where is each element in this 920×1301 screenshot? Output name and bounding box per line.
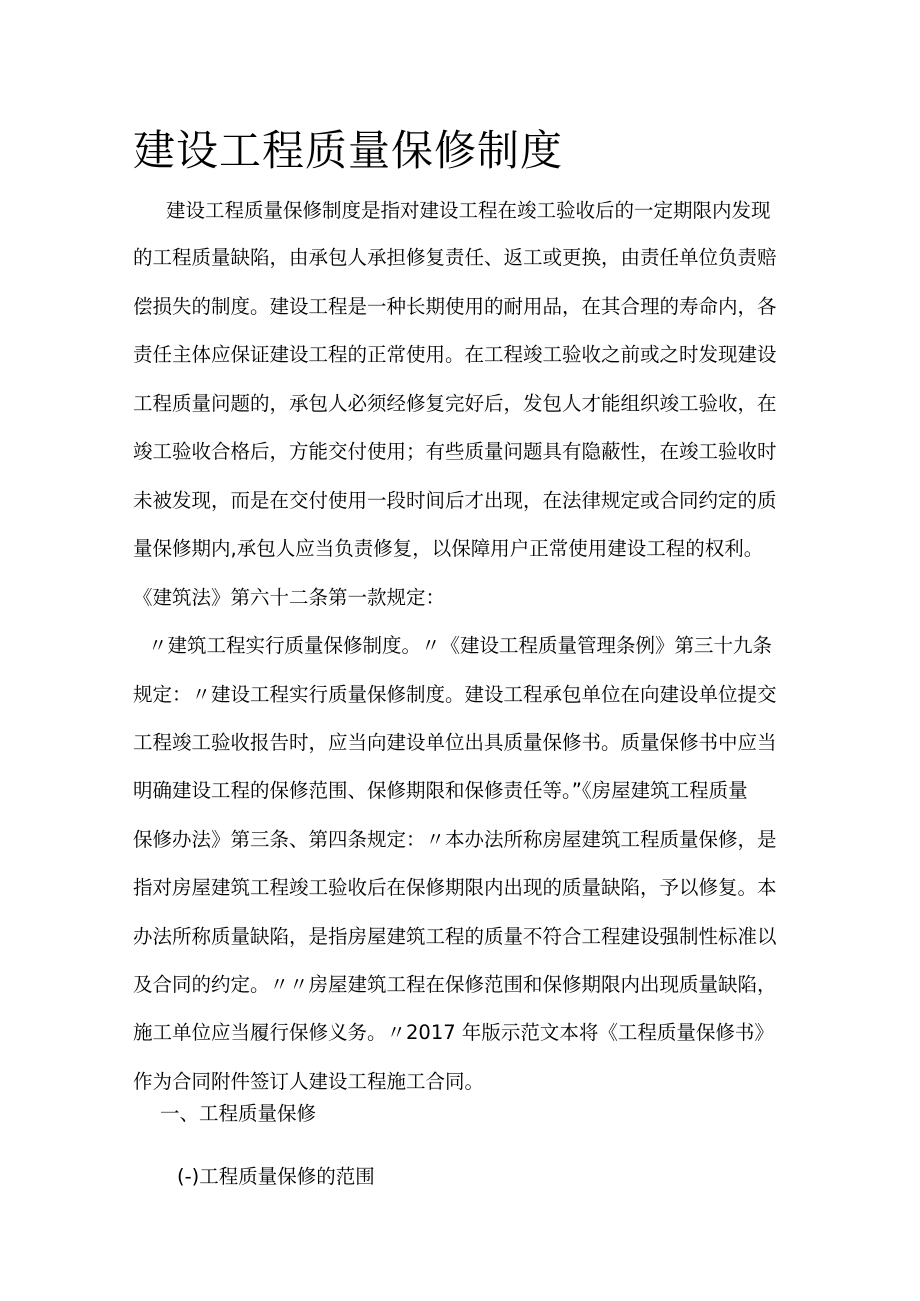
paragraph-line: 保修办法》第三条、第四条规定：〃本办法所称房屋建筑工程质量保修，是 xyxy=(133,828,777,851)
document-title: 建设工程质量保修制度 xyxy=(133,126,564,175)
paragraph-line: 未被发现，而是在交付使用一段时间后才出现，在法律规定或合同约定的质 xyxy=(133,489,777,512)
paragraph-line: 工程质量问题的，承包人必须经修复完好后，发包人才能组织竣工验收，在 xyxy=(133,392,777,415)
paragraph-line: 明确建设工程的保修范围、保修期限和保修责任等。”《房屋建筑工程质量 xyxy=(133,779,748,802)
paragraph-line: 偿损失的制度。建设工程是一种长期使用的耐用品，在其合理的寿命内，各 xyxy=(133,295,777,318)
paragraph-line: 量保修期内,承包人应当负责修复，以保障用户正常使用建设工程的权利。 xyxy=(133,537,764,560)
paragraph-line: 办法所称质量缺陷，是指房屋建筑工程的质量不符合工程建设强制性标准以 xyxy=(133,925,777,948)
paragraph-line: 指对房屋建筑工程竣工验收后在保修期限内出现的质量缺陷，予以修复。本 xyxy=(133,876,777,899)
paragraph-line: 规定：〃建设工程实行质量保修制度。建设工程承包单位在向建设单位提交 xyxy=(133,683,777,706)
paragraph-line: 《建筑法》第六十二条第一款规定： xyxy=(133,586,446,609)
paragraph-line: 的工程质量缺陷，由承包人承担修复责任、返工或更换，由责任单位负责赔 xyxy=(133,246,777,269)
paragraph-line: 作为合同附件签订人建设工程施工合同。 xyxy=(133,1070,485,1093)
paragraph-line: 及合同的约定。〃〃房屋建筑工程在保修范围和保修期限内出现质量缺陷， xyxy=(133,973,777,996)
paragraph-line: 责任主体应保证建设工程的正常使用。在工程竣工验收之前或之时发现建设 xyxy=(133,343,777,366)
paragraph-line: 〃建筑工程实行质量保修制度。〃《建设工程质量管理条例》第三十九条 xyxy=(148,634,773,657)
paragraph-line: 竣工验收合格后，方能交付使用；有些质量问题具有隐蔽性，在竣工验收时 xyxy=(133,440,777,463)
paragraph-line: 工程竣工验收报告时，应当向建设单位出具质量保修书。质量保修书中应当 xyxy=(133,731,777,754)
paragraph-line: 建设工程质量保修制度是指对建设工程在竣工验收后的一定期限内发现 xyxy=(166,199,771,222)
paragraph-line: 施工单位应当履行保修义务。〃2017 年版示范文本将《工程质量保修书》 xyxy=(133,1021,774,1044)
section-heading: 一、工程质量保修 xyxy=(160,1102,317,1125)
subsection-heading: (-)工程质量保修的范围 xyxy=(177,1165,375,1188)
